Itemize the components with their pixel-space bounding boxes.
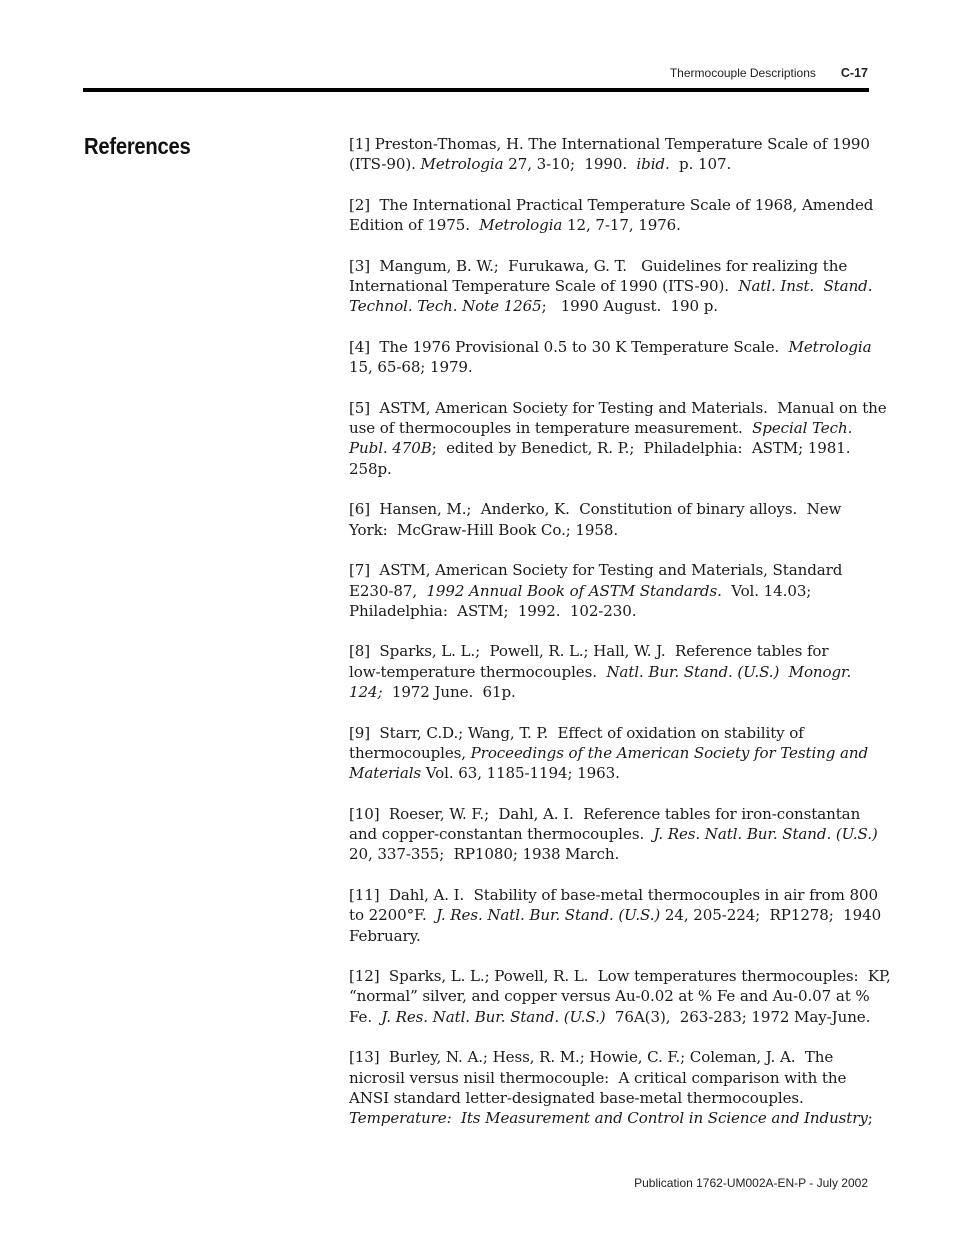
chapter-title: Thermocouple Descriptions: [669, 66, 816, 80]
reference-line: [349, 682, 861, 702]
reference-text: Fe.: [349, 1007, 382, 1026]
reference-text: [9] Starr, C.D.; Wang, T. P. Effect of oxidation on stability of: [349, 723, 804, 742]
header-rule: [83, 88, 869, 92]
reference-line: [349, 418, 861, 438]
reference-entry: [349, 804, 878, 865]
reference-line: [349, 743, 869, 763]
reference-line: [349, 763, 861, 783]
reference-line: [349, 641, 861, 661]
reference-entry: [349, 723, 869, 784]
reference-text: ; 1990 August. 190 p.: [541, 297, 718, 316]
reference-italic-text: Materials: [349, 764, 422, 783]
reference-line: [349, 398, 887, 418]
reference-line: [349, 804, 861, 824]
section-heading: References: [84, 133, 191, 159]
reference-entry: [349, 337, 872, 378]
reference-text: 27, 3-10; 1990.: [503, 155, 637, 174]
reference-text: [5] ASTM, American Society for Testing and Materials. Manual on the: [349, 398, 887, 417]
reference-text: February.: [349, 926, 421, 945]
reference-text: International Temperature Scale of 1990 (ITS-90).: [349, 277, 739, 296]
reference-text: Vol. 14.03;: [721, 581, 812, 600]
reference-entry: [349, 885, 882, 946]
reference-text: 24, 205-224; RP1278; 1940: [660, 906, 882, 925]
reference-text: York: McGraw-Hill Book Co.; 1958.: [349, 520, 619, 539]
reference-line: [349, 215, 861, 235]
reference-text: to 2200°F.: [349, 906, 437, 925]
reference-line: [349, 520, 861, 540]
reference-line: [349, 844, 861, 864]
reference-italic-text: Special Tech.: [752, 419, 853, 438]
reference-line: [349, 357, 861, 377]
reference-text: “normal” silver, and copper versus Au-0.02 at % Fe and Au-0.07 at %: [349, 987, 870, 1006]
reference-text: [6] Hansen, M.; Anderko, K. Constitution of binary alloys. New: [349, 500, 842, 519]
reference-text: (ITS-90).: [349, 155, 421, 174]
reference-line: [349, 438, 861, 458]
reference-text: thermocouples,: [349, 743, 471, 762]
running-header: [670, 66, 868, 80]
reference-italic-text: Publ. 470B: [349, 439, 432, 458]
reference-line: [349, 1068, 861, 1088]
reference-line: [349, 986, 870, 1006]
reference-line: [349, 966, 891, 986]
reference-entry: [349, 560, 861, 621]
reference-line: [349, 195, 874, 215]
reference-text: [4] The 1976 Provisional 0.5 to 30 K Temperature Scale.: [349, 337, 789, 356]
reference-line: [349, 662, 861, 682]
reference-italic-text: Natl. Inst. Stand.: [738, 277, 873, 296]
reference-italic-text: Natl. Bur. Stand. (U.S.) Monogr.: [606, 662, 852, 681]
reference-italic-text: 124;: [349, 683, 383, 702]
reference-text: [7] ASTM, American Society for Testing and Materials, Standard: [349, 561, 843, 580]
reference-text: 1972 June. 61p.: [382, 683, 516, 702]
reference-line: [349, 1007, 871, 1027]
reference-text: and copper-constantan thermocouples.: [349, 825, 654, 844]
reference-text: nicrosil versus nisil thermocouple: A critical comparison with the: [349, 1068, 847, 1087]
reference-line: [349, 296, 861, 316]
reference-text: [12] Sparks, L. L.; Powell, R. L. Low temperatures thermocouples: KP,: [349, 967, 891, 986]
reference-text: [1] Preston-Thomas, H. The International Temperature Scale of 1990: [349, 135, 870, 153]
reference-italic-text: Temperature: Its Measurement and Control in Science and Industry: [349, 1109, 868, 1128]
reference-line: [349, 337, 872, 357]
reference-italic-text: ibid.: [636, 155, 670, 174]
reference-italic-text: Metrologia: [479, 216, 563, 235]
reference-text: [8] Sparks, L. L.; Powell, R. L.; Hall, W. J. Reference tables for: [349, 642, 829, 661]
reference-italic-text: Metrologia: [420, 155, 504, 174]
reference-text: 258p.: [349, 459, 392, 478]
reference-entry: [349, 134, 870, 175]
reference-line: [349, 1047, 861, 1067]
reference-text: [13] Burley, N. A.; Hess, R. M.; Howie, C. F.; Coleman, J. A. The: [349, 1048, 834, 1067]
reference-text: [11] Dahl, A. I. Stability of base-metal thermocouples in air from 800: [349, 885, 878, 904]
reference-text: Philadelphia: ASTM; 1992. 102-230.: [349, 601, 637, 620]
reference-text: use of thermocouples in temperature measurement.: [349, 419, 753, 438]
reference-text: Edition of 1975.: [349, 216, 480, 235]
reference-line: [349, 256, 861, 276]
page-number: C-17: [840, 66, 868, 80]
reference-line: [349, 560, 861, 580]
reference-entry: [349, 398, 887, 479]
reference-entry: [349, 195, 874, 236]
reference-text: ;: [867, 1109, 873, 1128]
publication-footer: Publication 1762-UM002A-EN-P - July 2002: [634, 1176, 868, 1190]
reference-text: low-temperature thermocouples.: [349, 662, 607, 681]
reference-line: [349, 134, 870, 154]
reference-entry: [349, 1047, 873, 1128]
reference-italic-text: 1992 Annual Book of ASTM Standards.: [426, 581, 722, 600]
reference-text: p. 107.: [669, 155, 732, 174]
reference-line: [349, 601, 861, 621]
reference-line: [349, 581, 861, 601]
reference-line: [349, 824, 878, 844]
reference-entry: [349, 256, 873, 317]
reference-text: [10] Roeser, W. F.; Dahl, A. I. Reference tables for iron-constantan: [349, 804, 861, 823]
reference-italic-text: J. Res. Natl. Bur. Stand. (U.S.): [381, 1007, 606, 1026]
reference-italic-text: Technol. Tech. Note 1265: [349, 297, 542, 316]
reference-italic-text: Proceedings of the American Society for Testing and: [470, 743, 869, 762]
reference-line: [349, 905, 882, 925]
reference-text: ANSI standard letter-designated base-metal thermocouples.: [349, 1088, 804, 1107]
reference-entry: [349, 499, 861, 540]
reference-line: [349, 885, 878, 905]
reference-italic-text: Metrologia: [788, 337, 872, 356]
reference-text: 20, 337-355; RP1080; 1938 March.: [349, 845, 620, 864]
reference-line: [349, 1088, 861, 1108]
reference-italic-text: J. Res. Natl. Bur. Stand. (U.S.): [436, 906, 661, 925]
reference-line: [349, 1108, 873, 1128]
reference-text: [3] Mangum, B. W.; Furukawa, G. T. Guidelines for realizing the: [349, 256, 848, 275]
reference-line: [349, 499, 861, 519]
reference-line: [349, 926, 861, 946]
reference-line: [349, 154, 861, 174]
reference-line: [349, 276, 873, 296]
reference-text: 15, 65-68; 1979.: [349, 358, 473, 377]
reference-text: E230-87,: [349, 581, 427, 600]
reference-text: [2] The International Practical Temperature Scale of 1968, Amended: [349, 195, 874, 214]
reference-entry: [349, 641, 861, 702]
reference-italic-text: J. Res. Natl. Bur. Stand. (U.S.): [653, 825, 878, 844]
reference-text: ; edited by Benedict, R. P.; Philadelphia: ASTM; 1981.: [431, 439, 851, 458]
reference-text: 76A(3), 263-283; 1972 May-June.: [605, 1007, 871, 1026]
reference-line: [349, 459, 861, 479]
reference-text: Vol. 63, 1185-1194; 1963.: [421, 764, 620, 783]
reference-line: [349, 723, 861, 743]
reference-entry: [349, 966, 891, 1027]
reference-list: [349, 134, 891, 1149]
reference-text: 12, 7-17, 1976.: [562, 216, 681, 235]
